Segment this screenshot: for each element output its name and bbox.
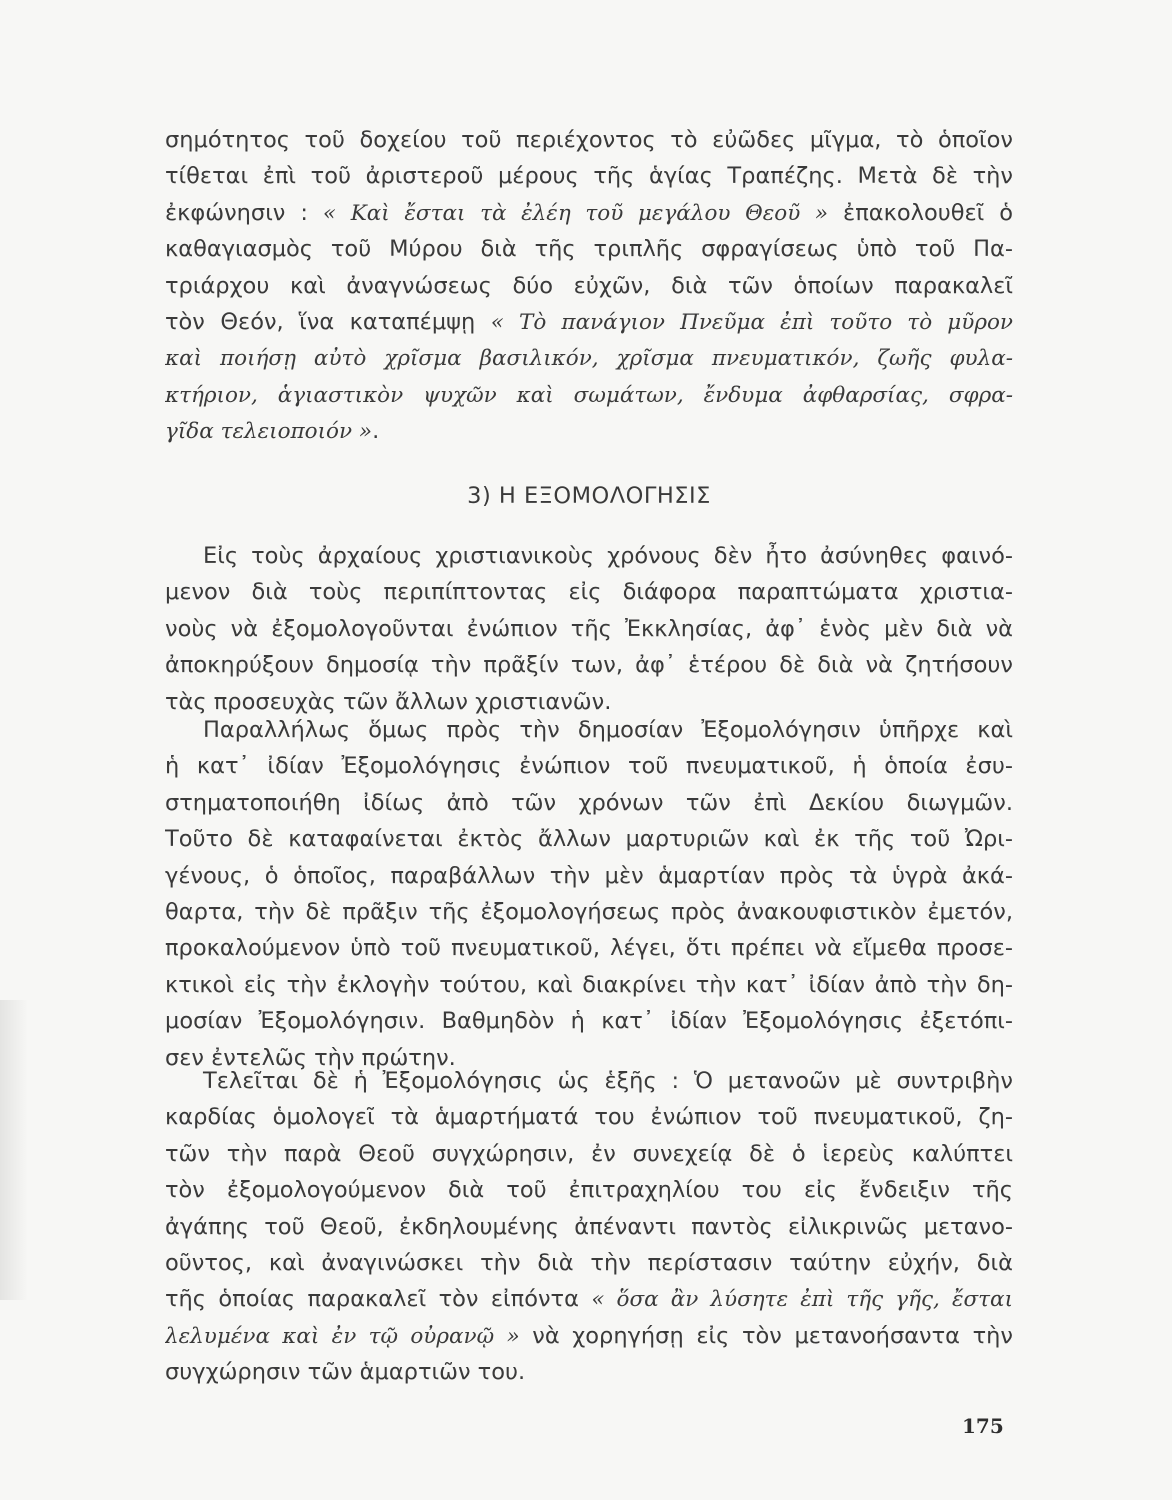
text-line [165, 268, 1013, 304]
text-line [165, 1245, 1013, 1281]
text-line [165, 821, 1013, 857]
text-line [165, 304, 1013, 340]
text-segment: Εἰς τοὺς ἀρχαίους χριστιανικοὺς χρόνους δὲν ἦτο ἀσύνηθες φαινό- [203, 543, 1013, 569]
text-segment: ἀγάπης τοῦ Θεοῦ, ἐκδηλουμένης ἀπέναντι παντὸς εἰλικρινῶς μετανο- [165, 1213, 1013, 1240]
text-segment: Τοῦτο δὲ καταφαίνεται ἐκτὸς ἄλλων μαρτυριῶν καὶ ἐκ τῆς τοῦ Ὠρι- [165, 826, 1013, 853]
text-line [165, 377, 1013, 413]
text-line [165, 785, 1013, 821]
text-segment: Τελεῖται δὲ ἡ Ἐξομολόγησις ὡς ἑξῆς : Ὁ μετανοῶν μὲ συντριβὴν [203, 1068, 1013, 1094]
text-segment: τὸν Θεόν, ἵνα καταπέμψῃ [165, 308, 491, 335]
paragraph-confession-rite [165, 1063, 1013, 1391]
text-line [165, 340, 1013, 376]
text-line [165, 158, 1013, 194]
text-segment: στηματοποιήθη ἰδίως ἀπὸ τῶν χρόνων τῶν ἐπὶ Δεκίου διωγμῶν. [165, 789, 1013, 816]
text-line [165, 647, 1013, 683]
text-line [165, 574, 1013, 610]
text-line [165, 611, 1013, 647]
text-line [165, 748, 1013, 784]
text-line [165, 930, 1013, 966]
paragraph-ancient-confession [165, 538, 1013, 720]
text-line [165, 1136, 1013, 1172]
text-segment: καθαγιασμὸς τοῦ Μύρου διὰ τῆς τριπλῆς σφραγίσεως ὑπὸ τοῦ Πα- [165, 236, 1013, 263]
text-line [165, 1172, 1013, 1208]
text-segment: ἐκφώνησιν : [165, 199, 323, 226]
text-line [165, 858, 1013, 894]
text-line [165, 538, 1013, 574]
text-segment: τὸν ἐξομολογούμενον διὰ τοῦ ἐπιτραχηλίου του εἰς ἔνδειξιν τῆς [165, 1177, 1013, 1204]
quoted-italic-text: « ὅσα ἂν λύσητε ἐπὶ τῆς γῆς, ἔσται [591, 1287, 1013, 1313]
text-line [165, 1318, 1013, 1354]
quoted-italic-text: κτήριον, ἁγιαστικὸν ψυχῶν καὶ σωμάτων, ἔνδυμα ἀφθαρσίας, σφρα- [165, 382, 1013, 408]
text-segment: ἡ κατ᾽ ἰδίαν Ἐξομολόγησις ἐνώπιον τοῦ πνευματικοῦ, ἡ ὁποία ἐσυ- [165, 753, 1013, 780]
text-line [165, 967, 1013, 1003]
text-segment: ἀποκηρύξουν δημοσίᾳ τὴν πρᾶξίν των, ἀφ᾽ ἑτέρου δὲ διὰ νὰ ζητήσουν [165, 652, 1013, 679]
text-line [165, 195, 1013, 231]
text-line [165, 231, 1013, 267]
text-line [165, 1063, 1013, 1099]
text-segment: μενον διὰ τοὺς περιπίπτοντας εἰς διάφορα παραπτώματα χριστια- [165, 579, 1013, 606]
text-line [165, 413, 1013, 449]
text-segment: τριάρχου καὶ ἀναγνώσεως δύο εὐχῶν, διὰ τῶν ὁποίων παρακαλεῖ [165, 272, 1013, 299]
quoted-italic-text: « Καὶ ἔσται τὰ ἐλέη τοῦ μεγάλου Θεοῦ » [322, 200, 829, 226]
text-segment: Παραλλήλως ὅμως πρὸς τὴν δημοσίαν Ἐξομολόγησιν ὑπῆρχε καὶ [203, 717, 1013, 743]
text-segment: τὰς προσευχὰς τῶν ἄλλων χριστιανῶν. [165, 688, 612, 715]
text-segment: σημότητος τοῦ δοχείου τοῦ περιέχοντος τὸ εὐῶδες μῖγμα, τὸ ὁποῖον [165, 127, 1013, 153]
paragraph-myron [165, 122, 1013, 450]
text-segment: τῆς ὁποίας παρακαλεῖ τὸν εἰπόντα [165, 1286, 592, 1313]
text-segment: κτικοὶ εἰς τὴν ἐκλογὴν τούτου, καὶ διακρίνει τὴν κατ᾽ ἰδίαν ἀπὸ τὴν δη- [165, 971, 1013, 998]
section-heading: 3) Η ΕΞΟΜΟΛΟΓΗΣΙΣ [467, 483, 711, 509]
text-line [165, 1209, 1013, 1245]
text-segment: σεν ἐντελῶς τὴν πρώτην. [165, 1044, 456, 1071]
text-segment: ἐπακολουθεῖ ὁ [828, 199, 1013, 226]
text-line [165, 1281, 1013, 1317]
quoted-italic-text: « Τὸ πανάγιον Πνεῦμα ἐπὶ τοῦτο τὸ μῦρον [490, 309, 1013, 335]
text-line [165, 1099, 1013, 1135]
text-segment: συγχώρησιν τῶν ἁμαρτιῶν του. [165, 1359, 526, 1386]
text-segment: τῶν τὴν παρὰ Θεοῦ συγχώρησιν, ἐν συνεχείᾳ δὲ ὁ ἱερεὺς καλύπτει [165, 1140, 1013, 1167]
paragraph-private-confession [165, 712, 1013, 1076]
text-segment: γένους, ὁ ὁποῖος, παραβάλλων τὴν μὲν ἁμαρτίαν πρὸς τὰ ὑγρὰ ἀκά- [165, 862, 1013, 889]
text-segment: προκαλούμενον ὑπὸ τοῦ πνευματικοῦ, λέγει, ὅτι πρέπει νὰ εἴμεθα προσε- [165, 935, 1013, 962]
text-line [165, 1003, 1013, 1039]
text-segment: νοὺς νὰ ἐξομολογοῦνται ἐνώπιον τῆς Ἐκκλησίας, ἀφ᾽ ἑνὸς μὲν διὰ νὰ [165, 615, 1013, 642]
quoted-italic-text: γῖδα τελειοποιόν » [165, 419, 373, 445]
text-line [165, 712, 1013, 748]
page-edge-shadow [0, 1000, 28, 1300]
text-segment: . [372, 418, 380, 445]
quoted-italic-text: λελυμένα καὶ ἐν τῷ οὐρανῷ » [165, 1323, 520, 1349]
text-segment: νὰ χορηγήσῃ εἰς τὸν μετανοήσαντα τὴν [519, 1322, 1013, 1349]
text-segment: καρδίας ὁμολογεῖ τὰ ἁμαρτήματά του ἐνώπιον τοῦ πνευματικοῦ, ζη- [165, 1104, 1013, 1131]
text-line [165, 1354, 1013, 1390]
text-segment: οῦντος, καὶ ἀναγινώσκει τὴν διὰ τὴν περίστασιν ταύτην εὐχήν, διὰ [165, 1249, 1013, 1276]
text-line [165, 122, 1013, 158]
quoted-italic-text: καὶ ποιήσῃ αὐτὸ χρῖσμα βασιλικόν, χρῖσμα πνευματικόν, ζωῆς φυλα- [165, 346, 1013, 372]
text-line [165, 894, 1013, 930]
text-segment: μοσίαν Ἐξομολόγησιν. Βαθμηδὸν ἡ κατ᾽ ἰδίαν Ἐξομολόγησις ἐξετόπι- [165, 1008, 1013, 1035]
text-segment: θαρτα, τὴν δὲ πρᾶξιν τῆς ἐξομολογήσεως πρὸς ἀνακουφιστικὸν ἐμετόν, [165, 898, 1013, 925]
text-segment: τίθεται ἐπὶ τοῦ ἀριστεροῦ μέρους τῆς ἁγίας Τραπέζης. Μετὰ δὲ τὴν [165, 163, 1013, 190]
page-number: 175 [962, 1414, 1004, 1438]
